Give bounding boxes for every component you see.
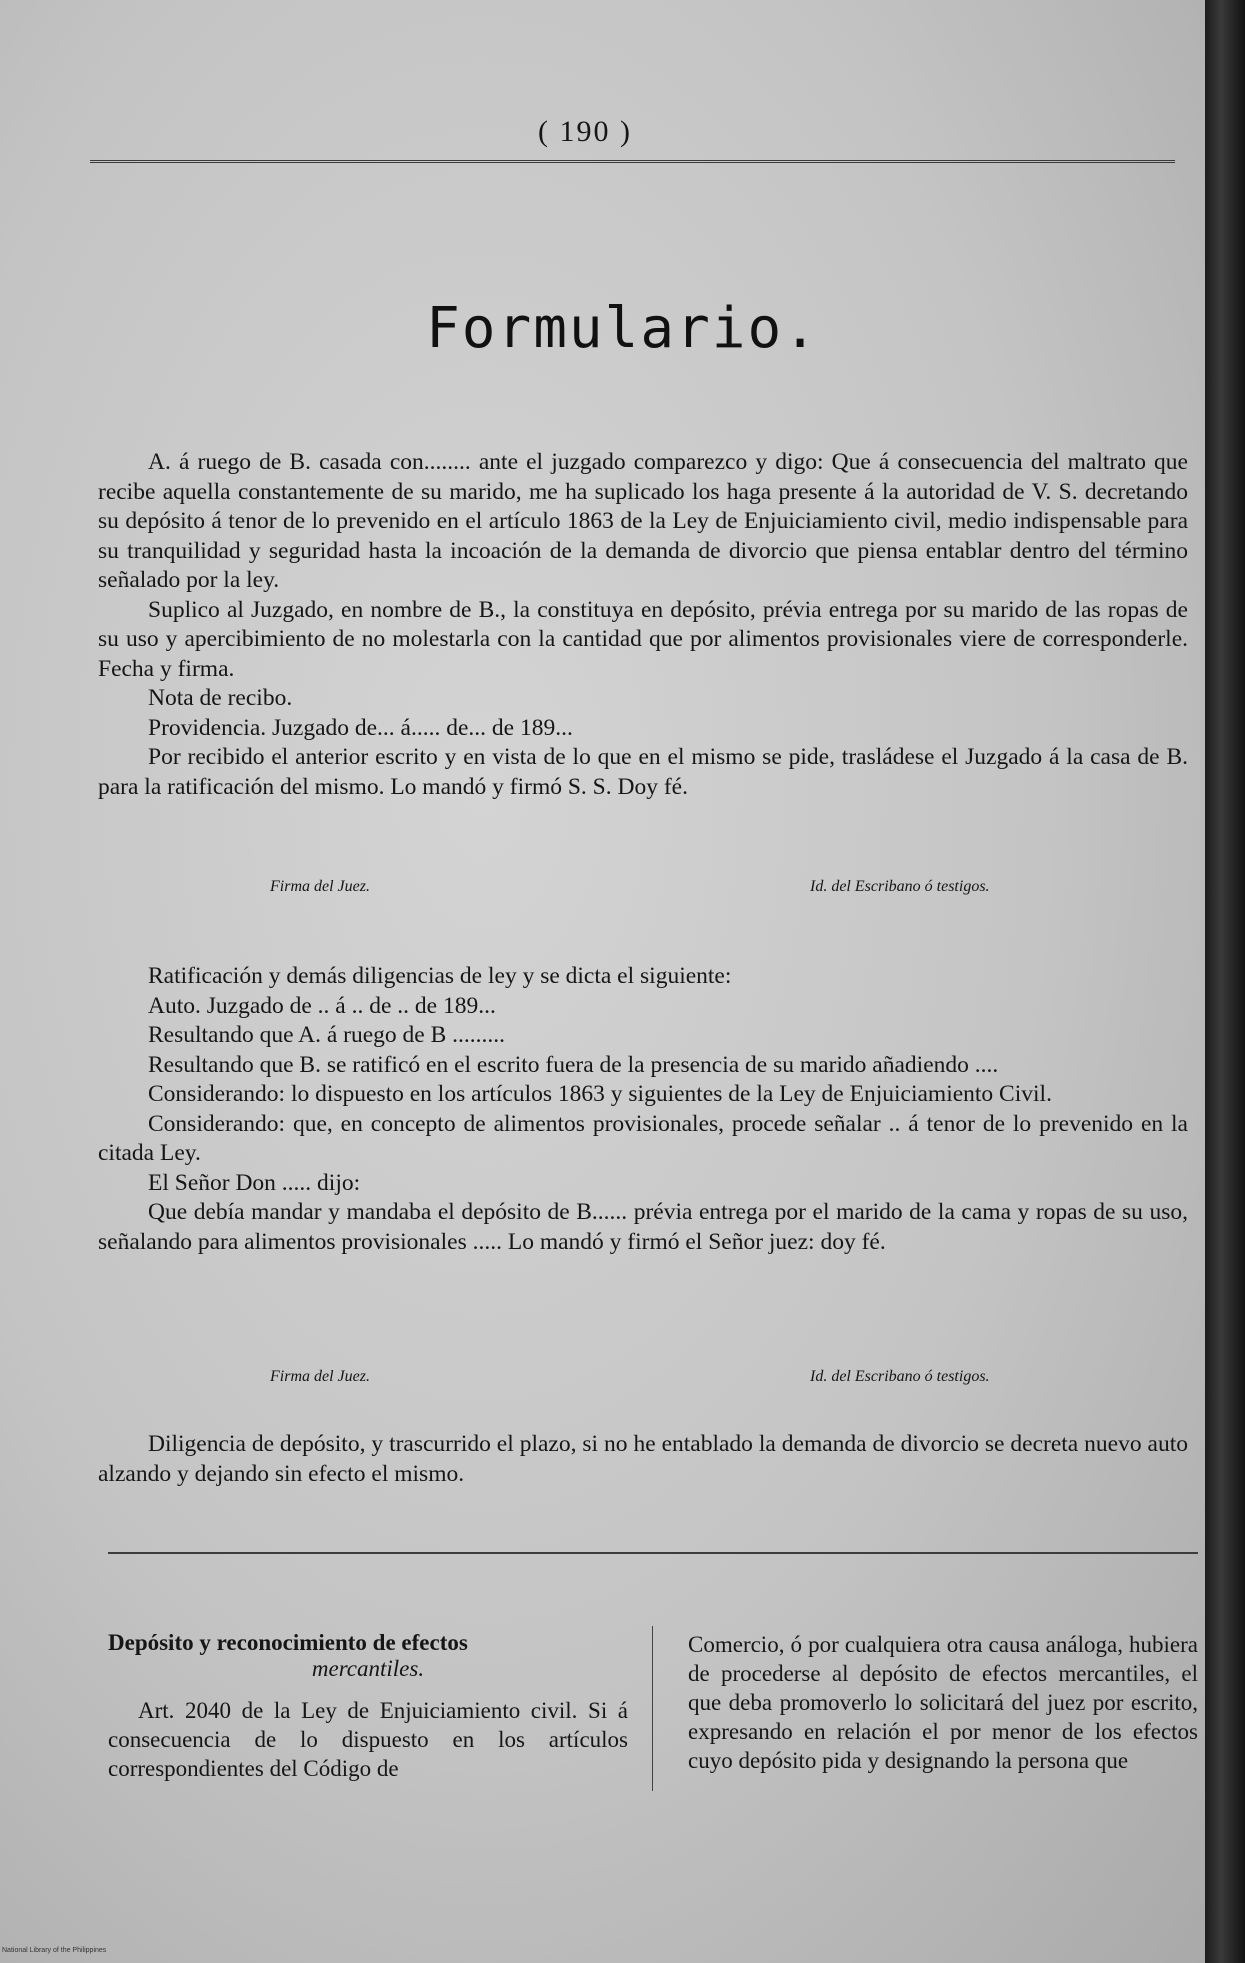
paragraph: Resultando que A. á ruego de B .........	[148, 1022, 506, 1048]
heading-main: Depósito y reconocimiento de efectos	[108, 1630, 468, 1655]
section-petition	[98, 448, 1188, 802]
section-auto	[98, 962, 1188, 1257]
clerk-signature-label: Id. del Escribano ó testigos.	[810, 1368, 990, 1385]
paragraph: El Señor Don ..... dijo:	[148, 1169, 361, 1196]
judge-signature-label: Firma del Juez.	[270, 1368, 370, 1385]
left-column	[108, 1630, 628, 1783]
paragraph: Auto. Juzgado de .. á .. de .. de 189...	[148, 992, 496, 1019]
paragraph: Resultando que B. se ratificó en el escrito fuera de la presencia de su marido añadiendo ....	[148, 1051, 999, 1078]
section-heading	[108, 1630, 628, 1682]
page-title: Formulario.	[426, 296, 819, 361]
paragraph: Diligencia de depósito, y trascurrido el plazo, si no he entablado la demanda de divorcio se decreta nuevo auto alzando y dejando sin efecto el mismo.	[98, 1431, 1188, 1487]
book-binding-edge	[1205, 0, 1245, 1963]
paragraph: Art. 2040 de la Ley de Enjuiciamiento civil. Si á consecuencia de lo dispuesto en los artículos correspondientes del Código de	[108, 1698, 628, 1781]
paragraph: A. á ruego de B. casada con........ ante el juzgado comparezco y digo: Que á consecuencia del maltrato que recibe aquella constantemente de su marido, me ha suplicado los haga presente á la autoridad de V. S. decretando su depósito á tenor de lo prevenido en el artículo 1863 de la Ley de Enjuiciamiento civil, medio indispensable para su tranquilidad y seguridad hasta la incoación de la demanda de divorcio que piensa entablar dentro del término señalado por la ley.	[98, 449, 1188, 593]
column-divider	[652, 1626, 653, 1791]
footer-credit: National Library of the Philippines	[2, 1947, 107, 1954]
paragraph: Ratificación y demás diligencias de ley y se dicta el siguiente:	[148, 963, 732, 989]
section-rule	[108, 1552, 1198, 1554]
header-rule	[90, 160, 1175, 163]
clerk-signature-label: Id. del Escribano ó testigos.	[810, 878, 990, 895]
judge-signature-label: Firma del Juez.	[270, 878, 370, 895]
right-column	[688, 1630, 1198, 1775]
section-diligence	[98, 1430, 1188, 1489]
page-number: ( 190 )	[538, 115, 632, 148]
paragraph: Comercio, ó por cualquiera otra causa análoga, hubiera de procederse al depósito de efectos mercantiles, el que deba promoverlo lo solicitará del juez por escrito, expresando en relación el por menor de los efectos cuyo depósito pida y designando la persona que	[688, 1632, 1198, 1773]
paragraph: Nota de recibo.	[148, 685, 293, 711]
heading-sub: mercantiles.	[311, 1656, 425, 1681]
paragraph: Providencia. Juzgado de... á..... de... de 189...	[148, 714, 573, 741]
paragraph: Por recibido el anterior escrito y en vista de lo que en el mismo se pide, trasládese el Juzgado á la casa de B. para la ratificación del mismo. Lo mandó y firmó S. S. Doy fé.	[98, 744, 1188, 800]
paragraph: Considerando: que, en concepto de alimentos provisionales, procede señalar .. á tenor de lo prevenido en la citada Ley.	[98, 1110, 1188, 1166]
paragraph: Considerando: lo dispuesto en los artículos 1863 y siguientes de la Ley de Enjuiciamiento Civil.	[148, 1081, 1052, 1107]
paragraph: Que debía mandar y mandaba el depósito de B...... prévia entrega por el marido de la cama y ropas de su uso, señalando para alimentos provisionales ..... Lo mandó y firmó el Señor juez: doy fé.	[98, 1199, 1188, 1255]
paragraph: Suplico al Juzgado, en nombre de B., la constituya en depósito, prévia entrega por su marido de las ropas de su uso y apercibimiento de no molestarla con la cantidad que por alimentos provisionales viere de corresponderle. Fecha y firma.	[98, 596, 1188, 682]
